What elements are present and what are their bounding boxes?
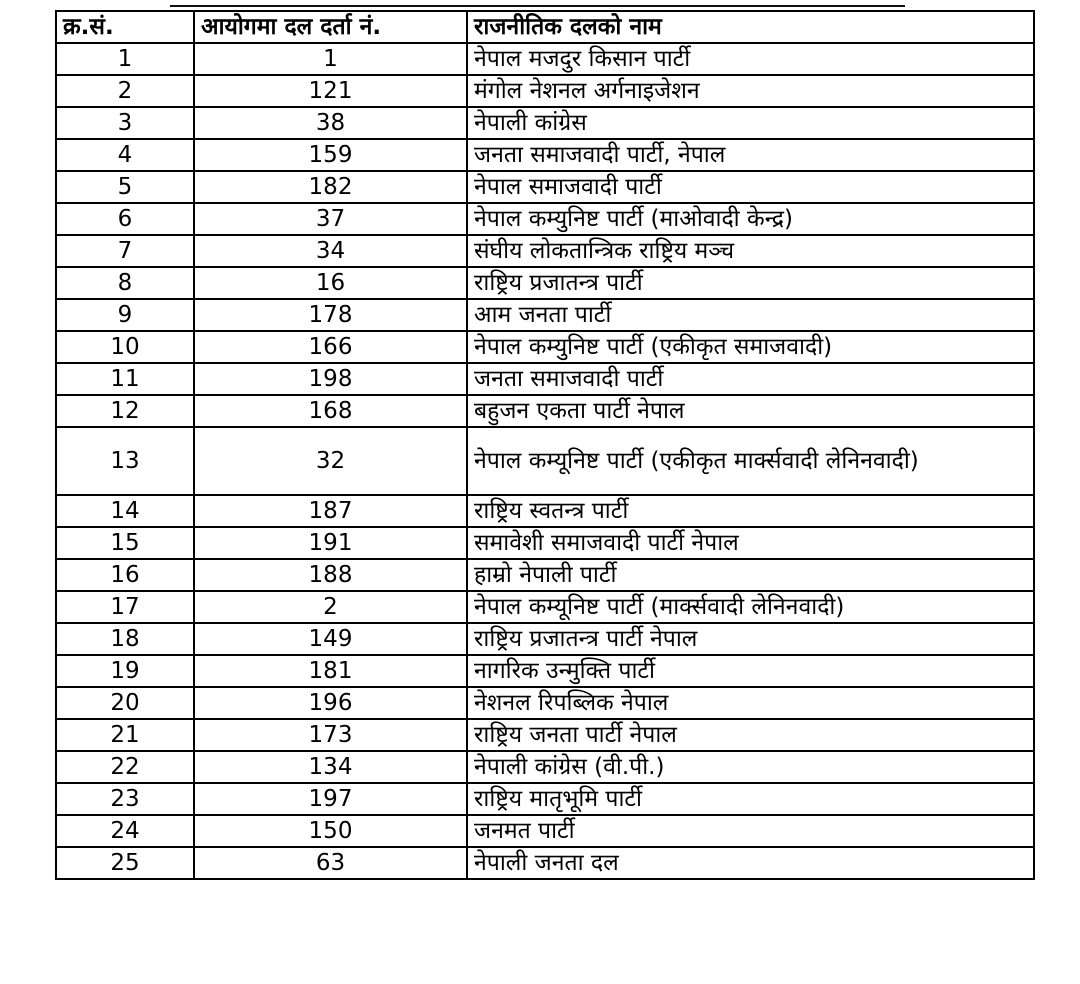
cell-serial-number: 24 — [56, 815, 194, 847]
cell-serial-number: 11 — [56, 363, 194, 395]
cell-registration-number: 173 — [194, 719, 467, 751]
table-row — [56, 783, 1034, 815]
cell-serial-number: 19 — [56, 655, 194, 687]
cell-serial-number: 8 — [56, 267, 194, 299]
table-row — [56, 171, 1034, 203]
table-row — [56, 427, 1034, 495]
cell-party-name: जनता समाजवादी पार्टी — [467, 363, 1034, 395]
cell-serial-number: 18 — [56, 623, 194, 655]
cell-serial-number: 5 — [56, 171, 194, 203]
cell-serial-number: 13 — [56, 427, 194, 495]
cell-registration-number: 182 — [194, 171, 467, 203]
cell-registration-number: 197 — [194, 783, 467, 815]
cell-serial-number: 4 — [56, 139, 194, 171]
cell-party-name: राष्ट्रिय स्वतन्त्र पार्टी — [467, 495, 1034, 527]
table-row — [56, 331, 1034, 363]
cell-registration-number: 196 — [194, 687, 467, 719]
cell-registration-number: 159 — [194, 139, 467, 171]
table-row — [56, 495, 1034, 527]
table-header-row — [56, 11, 1034, 43]
cell-registration-number: 198 — [194, 363, 467, 395]
cell-party-name: राष्ट्रिय प्रजातन्त्र पार्टी नेपाल — [467, 623, 1034, 655]
cell-registration-number: 178 — [194, 299, 467, 331]
political-parties-table — [55, 10, 1035, 880]
cell-serial-number: 20 — [56, 687, 194, 719]
cell-party-name: मंगोल नेशनल अर्गनाइजेशन — [467, 75, 1034, 107]
cell-registration-number: 166 — [194, 331, 467, 363]
table-row — [56, 43, 1034, 75]
cell-registration-number: 37 — [194, 203, 467, 235]
cell-party-name: नेशनल रिपब्लिक नेपाल — [467, 687, 1034, 719]
table-row — [56, 235, 1034, 267]
cell-party-name: नेपाली कांग्रेस — [467, 107, 1034, 139]
cell-party-name: नागरिक उन्मुक्ति पार्टी — [467, 655, 1034, 687]
cell-party-name: नेपाल कम्युनिष्ट पार्टी (एकीकृत समाजवादी) — [467, 331, 1034, 363]
cell-serial-number: 12 — [56, 395, 194, 427]
cell-registration-number: 191 — [194, 527, 467, 559]
cell-registration-number: 16 — [194, 267, 467, 299]
table-body — [56, 43, 1034, 879]
table-row — [56, 655, 1034, 687]
table-row — [56, 847, 1034, 879]
cell-registration-number: 2 — [194, 591, 467, 623]
cell-party-name: नेपाल कम्यूनिष्ट पार्टी (एकीकृत मार्क्सवादी लेनिनवादी) — [467, 427, 1034, 495]
cell-serial-number: 22 — [56, 751, 194, 783]
header-serial-number: क्र.सं. — [56, 11, 194, 43]
cell-registration-number: 134 — [194, 751, 467, 783]
cell-registration-number: 149 — [194, 623, 467, 655]
table-row — [56, 363, 1034, 395]
cell-party-name: संघीय लोकतान्त्रिक राष्ट्रिय मञ्च — [467, 235, 1034, 267]
table-row — [56, 203, 1034, 235]
table-row — [56, 395, 1034, 427]
cell-party-name: हाम्रो नेपाली पार्टी — [467, 559, 1034, 591]
cell-party-name: बहुजन एकता पार्टी नेपाल — [467, 395, 1034, 427]
cropped-heading-remnant — [170, 0, 905, 8]
cell-serial-number: 15 — [56, 527, 194, 559]
cell-party-name: आम जनता पार्टी — [467, 299, 1034, 331]
table-row — [56, 815, 1034, 847]
cell-registration-number: 121 — [194, 75, 467, 107]
cell-registration-number: 1 — [194, 43, 467, 75]
table-row — [56, 527, 1034, 559]
table-row — [56, 267, 1034, 299]
table-row — [56, 75, 1034, 107]
cell-party-name: समावेशी समाजवादी पार्टी नेपाल — [467, 527, 1034, 559]
cell-registration-number: 181 — [194, 655, 467, 687]
cell-serial-number: 14 — [56, 495, 194, 527]
cell-serial-number: 1 — [56, 43, 194, 75]
cell-registration-number: 63 — [194, 847, 467, 879]
cell-registration-number: 168 — [194, 395, 467, 427]
cell-serial-number: 9 — [56, 299, 194, 331]
table-row — [56, 591, 1034, 623]
table-row — [56, 687, 1034, 719]
cell-party-name: नेपाली कांग्रेस (वी.पी.) — [467, 751, 1034, 783]
cell-serial-number: 6 — [56, 203, 194, 235]
cell-registration-number: 188 — [194, 559, 467, 591]
cell-serial-number: 2 — [56, 75, 194, 107]
cell-party-name: राष्ट्रिय जनता पार्टी नेपाल — [467, 719, 1034, 751]
cell-party-name: नेपाल कम्यूनिष्ट पार्टी (मार्क्सवादी लेनिनवादी) — [467, 591, 1034, 623]
cell-party-name: जनमत पार्टी — [467, 815, 1034, 847]
cell-registration-number: 150 — [194, 815, 467, 847]
table-row — [56, 299, 1034, 331]
cell-party-name: नेपाली जनता दल — [467, 847, 1034, 879]
cell-serial-number: 3 — [56, 107, 194, 139]
cell-party-name: राष्ट्रिय मातृभूमि पार्टी — [467, 783, 1034, 815]
table-row — [56, 719, 1034, 751]
cell-registration-number: 32 — [194, 427, 467, 495]
header-registration-number: आयोगमा दल दर्ता नं. — [194, 11, 467, 43]
table-row — [56, 559, 1034, 591]
table-row — [56, 139, 1034, 171]
cell-serial-number: 25 — [56, 847, 194, 879]
cell-party-name: जनता समाजवादी पार्टी, नेपाल — [467, 139, 1034, 171]
cell-party-name: नेपाल कम्युनिष्ट पार्टी (माओवादी केन्द्र) — [467, 203, 1034, 235]
cell-registration-number: 34 — [194, 235, 467, 267]
cell-party-name: नेपाल मजदुर किसान पार्टी — [467, 43, 1034, 75]
cell-serial-number: 17 — [56, 591, 194, 623]
cell-registration-number: 38 — [194, 107, 467, 139]
cell-serial-number: 7 — [56, 235, 194, 267]
header-party-name: राजनीतिक दलको नाम — [467, 11, 1034, 43]
cell-serial-number: 23 — [56, 783, 194, 815]
cell-serial-number: 10 — [56, 331, 194, 363]
cell-party-name: राष्ट्रिय प्रजातन्त्र पार्टी — [467, 267, 1034, 299]
cell-serial-number: 21 — [56, 719, 194, 751]
table-row — [56, 623, 1034, 655]
cell-party-name: नेपाल समाजवादी पार्टी — [467, 171, 1034, 203]
table-row — [56, 751, 1034, 783]
cell-registration-number: 187 — [194, 495, 467, 527]
cell-serial-number: 16 — [56, 559, 194, 591]
table-row — [56, 107, 1034, 139]
